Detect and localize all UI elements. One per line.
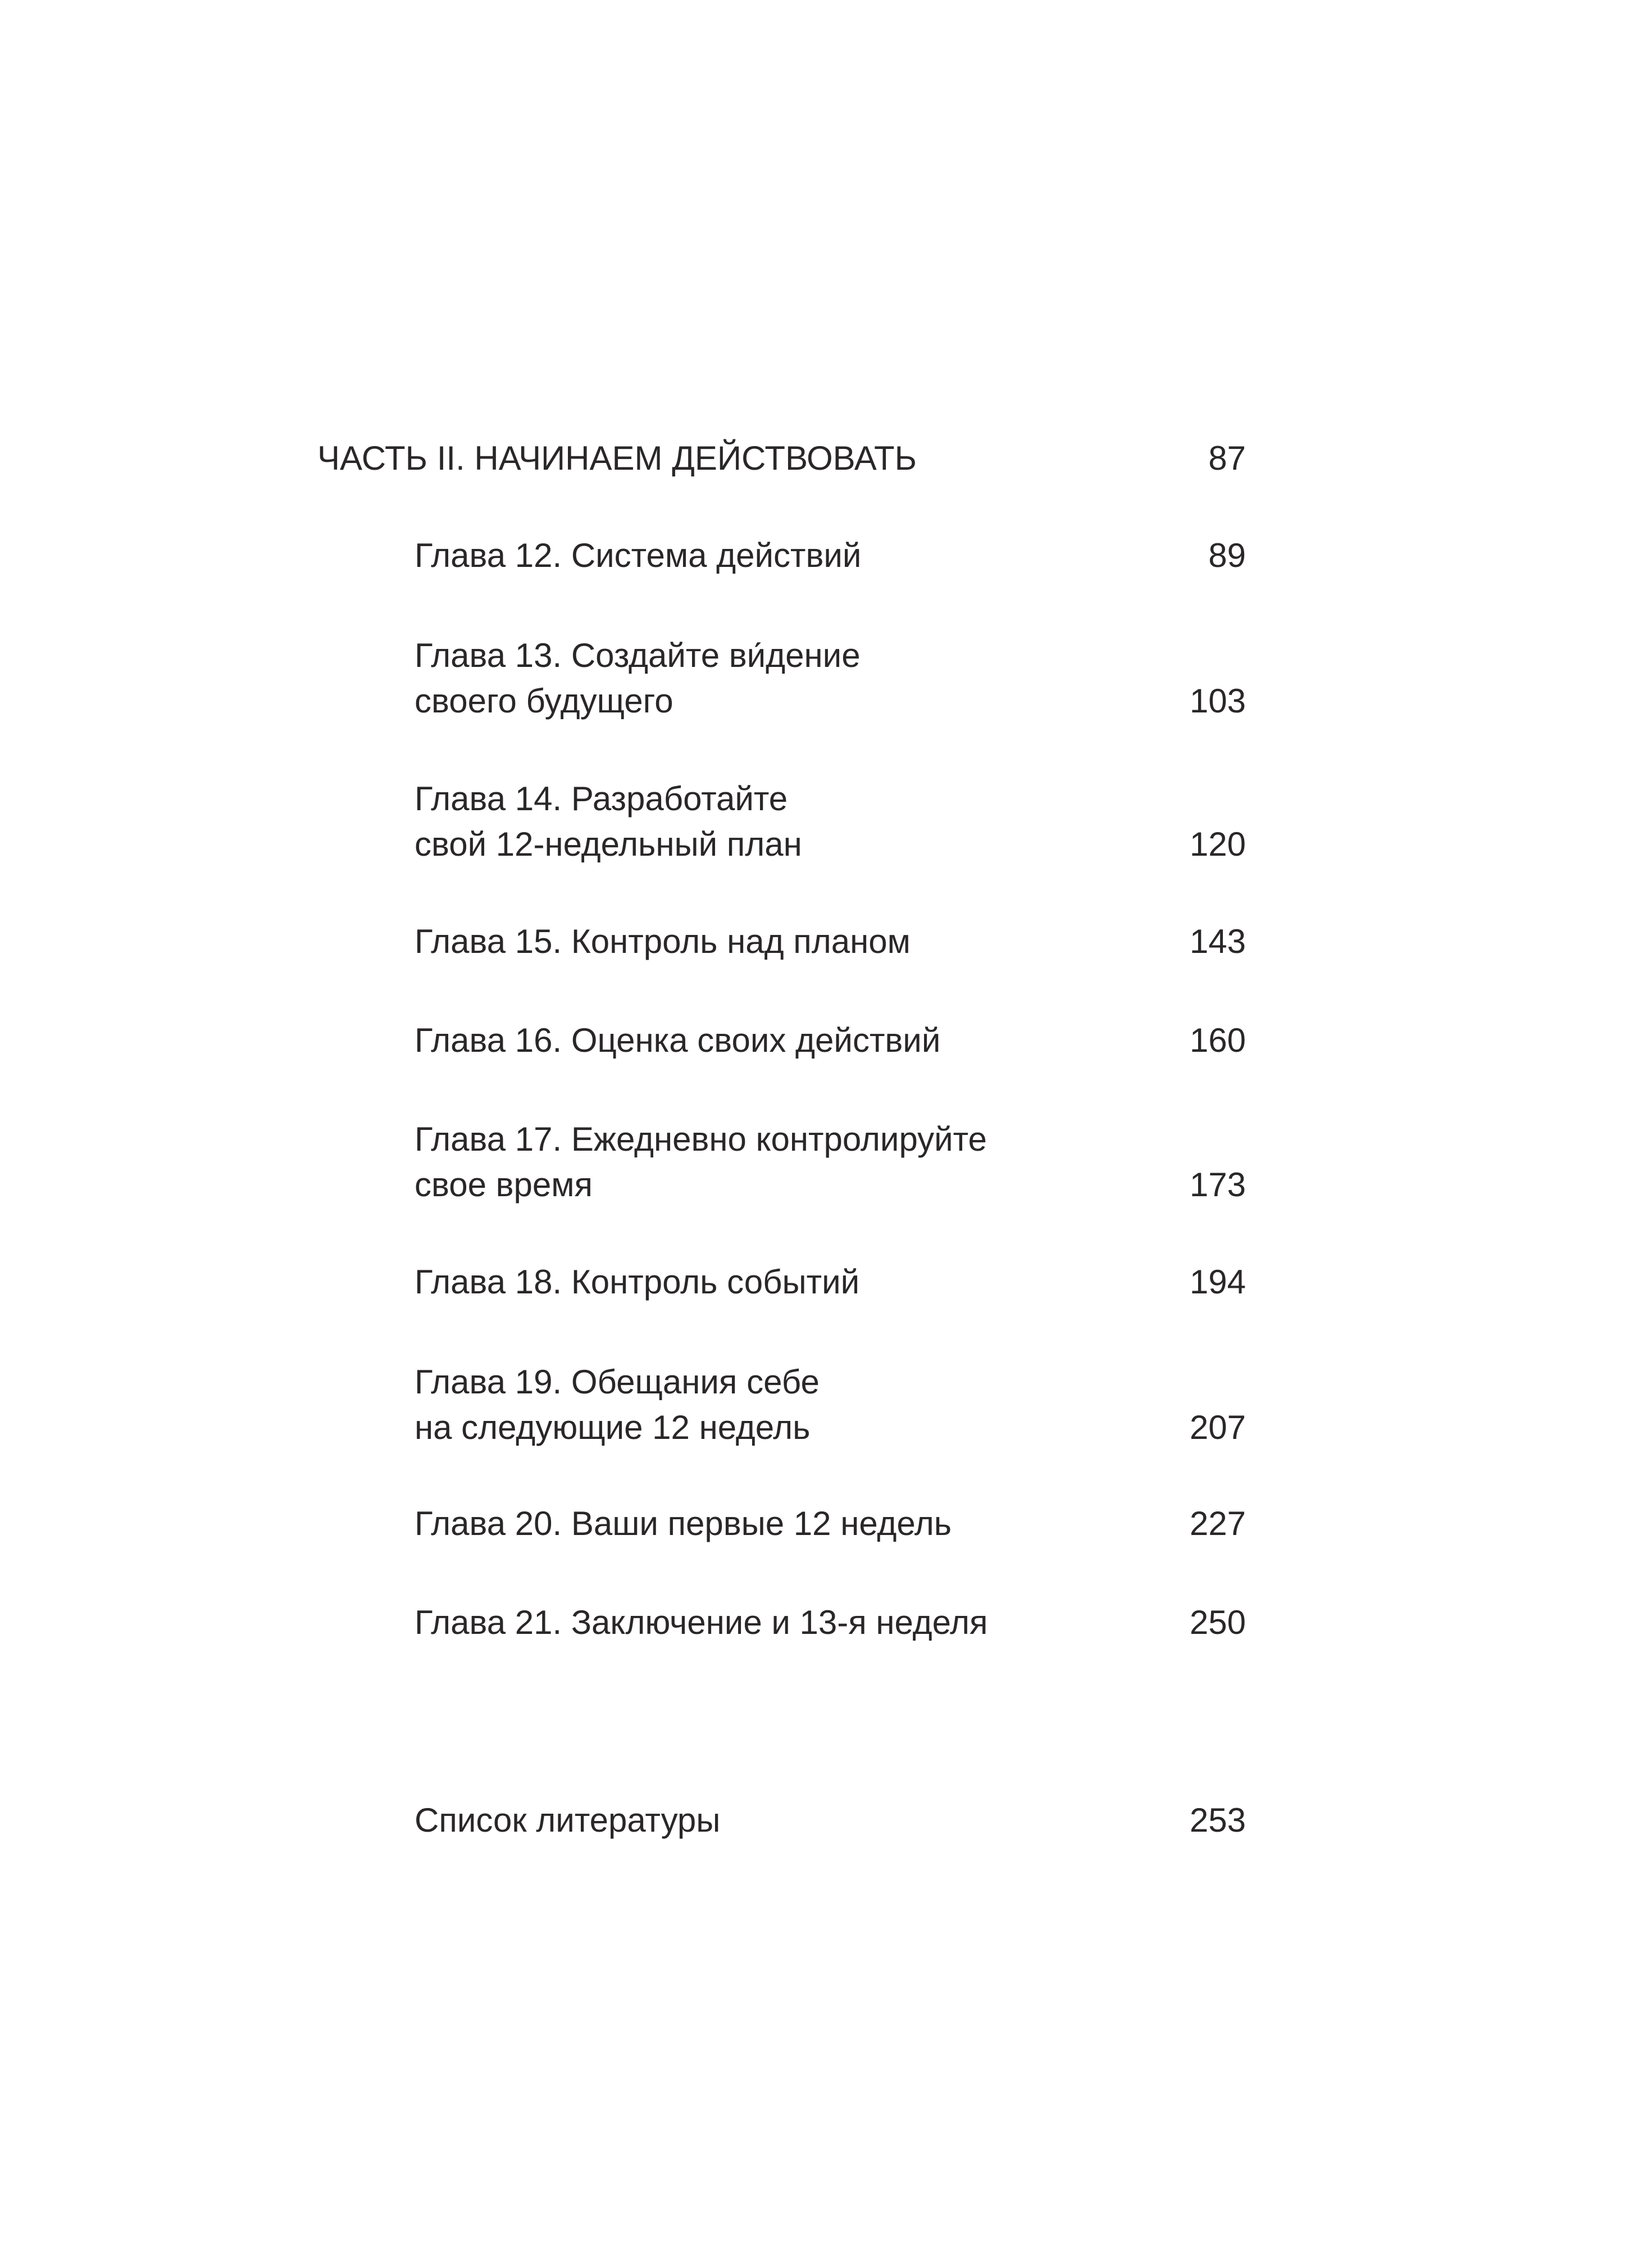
toc-part-title: ЧАСТЬ II. НАЧИНАЕМ ДЕЙСТВОВАТЬ: [317, 439, 917, 477]
toc-chapter-entry: [415, 1359, 1246, 1450]
toc-chapter-entry: [415, 1259, 1246, 1305]
toc-chapter-entry: [415, 776, 1246, 867]
toc-page-number: 227: [1189, 1505, 1246, 1542]
toc-chapter-title: Глава 19. Обещания себе: [415, 1363, 820, 1401]
toc-page-number: 207: [1189, 1409, 1246, 1446]
toc-bibliography-title: Список литературы: [415, 1801, 721, 1839]
toc-page-number: 160: [1189, 1021, 1246, 1059]
toc-chapter-title: Глава 12. Система действий: [415, 537, 862, 574]
toc-chapter-title: Глава 18. Контроль событий: [415, 1263, 860, 1301]
toc-chapter-title: Глава 21. Заключение и 13-я неделя: [415, 1604, 988, 1641]
toc-page-number: 89: [1208, 537, 1246, 574]
toc-chapter-entry: [415, 1116, 1246, 1207]
toc-page-number: 87: [1208, 439, 1246, 477]
toc-page-number: 250: [1189, 1604, 1246, 1641]
toc-page-number: 173: [1189, 1166, 1246, 1204]
toc-chapter-title: Глава 14. Разработайте: [415, 780, 788, 818]
toc-chapter-title: Глава 16. Оценка своих действий: [415, 1021, 941, 1059]
toc-page-number: 120: [1189, 825, 1246, 863]
toc-chapter-title: Глава 17. Ежедневно контролируйте: [415, 1120, 987, 1158]
toc-chapter-title-continued: своего будущего: [415, 682, 673, 720]
toc-chapter-title-continued: свое время: [415, 1166, 593, 1204]
toc-chapter-title: Глава 20. Ваши первые 12 недель: [415, 1505, 952, 1542]
toc-chapter-title-continued: на следующие 12 недель: [415, 1409, 811, 1446]
toc-chapter-entry: [415, 919, 1246, 964]
toc-chapter-entry: [415, 633, 1246, 724]
toc-chapter-title: Глава 13. Создайте ви́дение: [415, 637, 861, 674]
toc-chapter-entry: [415, 1501, 1246, 1546]
toc-page-number: 194: [1189, 1263, 1246, 1301]
toc-chapter-entry: [415, 533, 1246, 578]
toc-chapter-title-continued: свой 12-недельный план: [415, 825, 802, 863]
toc-bibliography-entry: [415, 1797, 1246, 1843]
toc-chapter-entry: [415, 1600, 1246, 1645]
toc-chapter-title: Глава 15. Контроль над планом: [415, 923, 911, 960]
toc-part-entry: [317, 435, 1246, 481]
toc-page-number: 103: [1189, 682, 1246, 720]
toc-chapter-entry: [415, 1018, 1246, 1063]
toc-page-number: 143: [1189, 923, 1246, 960]
toc-page-number: 253: [1189, 1801, 1246, 1839]
